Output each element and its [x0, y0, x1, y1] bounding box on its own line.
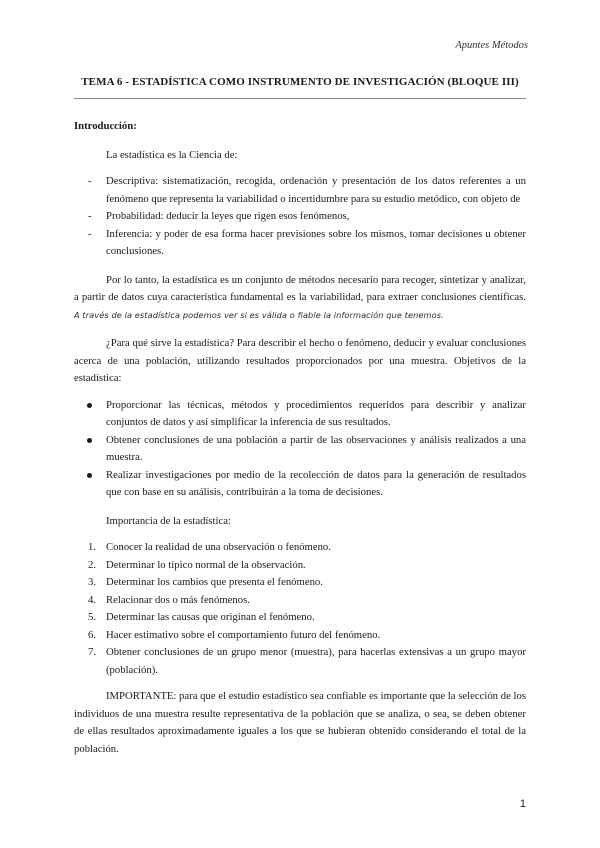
list-number: 6.	[88, 628, 97, 641]
list-item	[74, 432, 526, 467]
list-number: 1.	[88, 541, 97, 553]
list-number: 4.	[88, 593, 97, 606]
list-item: - Descriptiva: sistematización, recogida, ordenación y presentación de los datos referentes a un fenómeno que representa la variabilidad o incertidumbre para su estudio metódico, con objeto de	[74, 173, 526, 208]
list-number: 3.	[88, 576, 97, 588]
list-item-text: Obtener conclusiones de un grupo menor (muestra), para hacerlas extensivas a un grupo mayor (población).	[106, 646, 526, 676]
running-header: Apuntes Métodos	[455, 40, 528, 51]
list-item: - Probabilidad: deducir la leyes que rigen esos fenómenos,	[74, 208, 526, 226]
bullet-icon	[87, 403, 92, 408]
intro-lead: La estadística es la Ciencia de:	[106, 148, 238, 161]
bullet-icon	[87, 438, 92, 443]
bullet-icon	[87, 473, 92, 478]
list-item	[74, 627, 526, 645]
list-item-text: Conocer la realidad de una observación o fenómeno.	[106, 541, 331, 553]
important-note: IMPORTANTE: para que el estudio estadístico sea confiable es importante que la selección de los individuos de una muestra resulte representativa de la población que se analiza, o sea, se deben obtener de ellas resultados aproximadamente iguales a los que se hubieran obtenido considerando el total de la población.	[74, 690, 526, 755]
objectives-list	[74, 397, 526, 502]
document-title: TEMA 6 - ESTADÍSTICA COMO INSTRUMENTO DE INVESTIGACIÓN (BLOQUE III)	[81, 76, 519, 88]
list-item	[74, 592, 526, 610]
list-item	[74, 644, 526, 679]
intro-paragraph	[74, 272, 526, 325]
handwritten-note: A través de la estadística podemos ver si es válida o fiable la información que tenemos.	[74, 309, 444, 320]
list-item	[74, 609, 526, 627]
document-body	[74, 118, 526, 758]
list-item	[74, 539, 526, 557]
list-item-text: Determinar los cambios que presenta el fenómeno.	[106, 576, 323, 588]
list-number: 7.	[88, 646, 97, 658]
list-item	[74, 557, 526, 575]
list-item-text: Realizar investigaciones por medio de la recolección de datos para la generación de resultados que con base en su análisis, contribuirán a la toma de decisiones.	[106, 468, 526, 498]
list-item-text: Hacer estimativo sobre el comportamiento futuro del fenómeno.	[106, 628, 381, 641]
purpose-paragraph: ¿Para qué sirve la estadística? Para describir el hecho o fenómeno, deducir y evaluar conclusiones acerca de una población, utilizando resultados proporcionados por una muestra. Objetivos de la estadística:	[74, 337, 526, 384]
list-item-text: Determinar las causas que originan el fenómeno.	[106, 611, 315, 623]
importance-list	[74, 539, 526, 679]
list-number: 5.	[88, 611, 97, 623]
list-item-text: Proporcionar las técnicas, métodos y procedimientos requeridos para describir y analizar conjuntos de datos y así simplificar la inferencia de sus resultados.	[106, 398, 526, 428]
section-heading-introduccion: Introducción:	[74, 120, 137, 132]
title-divider	[74, 98, 526, 99]
intro-paragraph-text: Por lo tanto, la estadística es un conjunto de métodos necesario para recoger, sintetizar y analizar, a partir de datos cuya característica fundamental es la variabilidad, para extraer conclusiones científicas.	[74, 273, 526, 303]
list-item	[74, 397, 526, 432]
science-list	[74, 173, 526, 261]
page-number: 1	[519, 798, 526, 810]
list-item-text: Determinar lo típico normal de la observación.	[106, 558, 306, 571]
list-item	[74, 574, 526, 592]
list-item-text: Relacionar dos o más fenómenos.	[106, 593, 250, 606]
list-item-text: Obtener conclusiones de una población a partir de las observaciones y análisis realizados a una muestra.	[106, 433, 526, 463]
list-number: 2.	[88, 558, 97, 571]
importance-lead: Importancia de la estadística:	[106, 514, 231, 527]
list-item: - Inferencia: y poder de esa forma hacer previsiones sobre los mismos, tomar decisiones u obtener conclusiones.	[74, 226, 526, 261]
list-item	[74, 467, 526, 502]
